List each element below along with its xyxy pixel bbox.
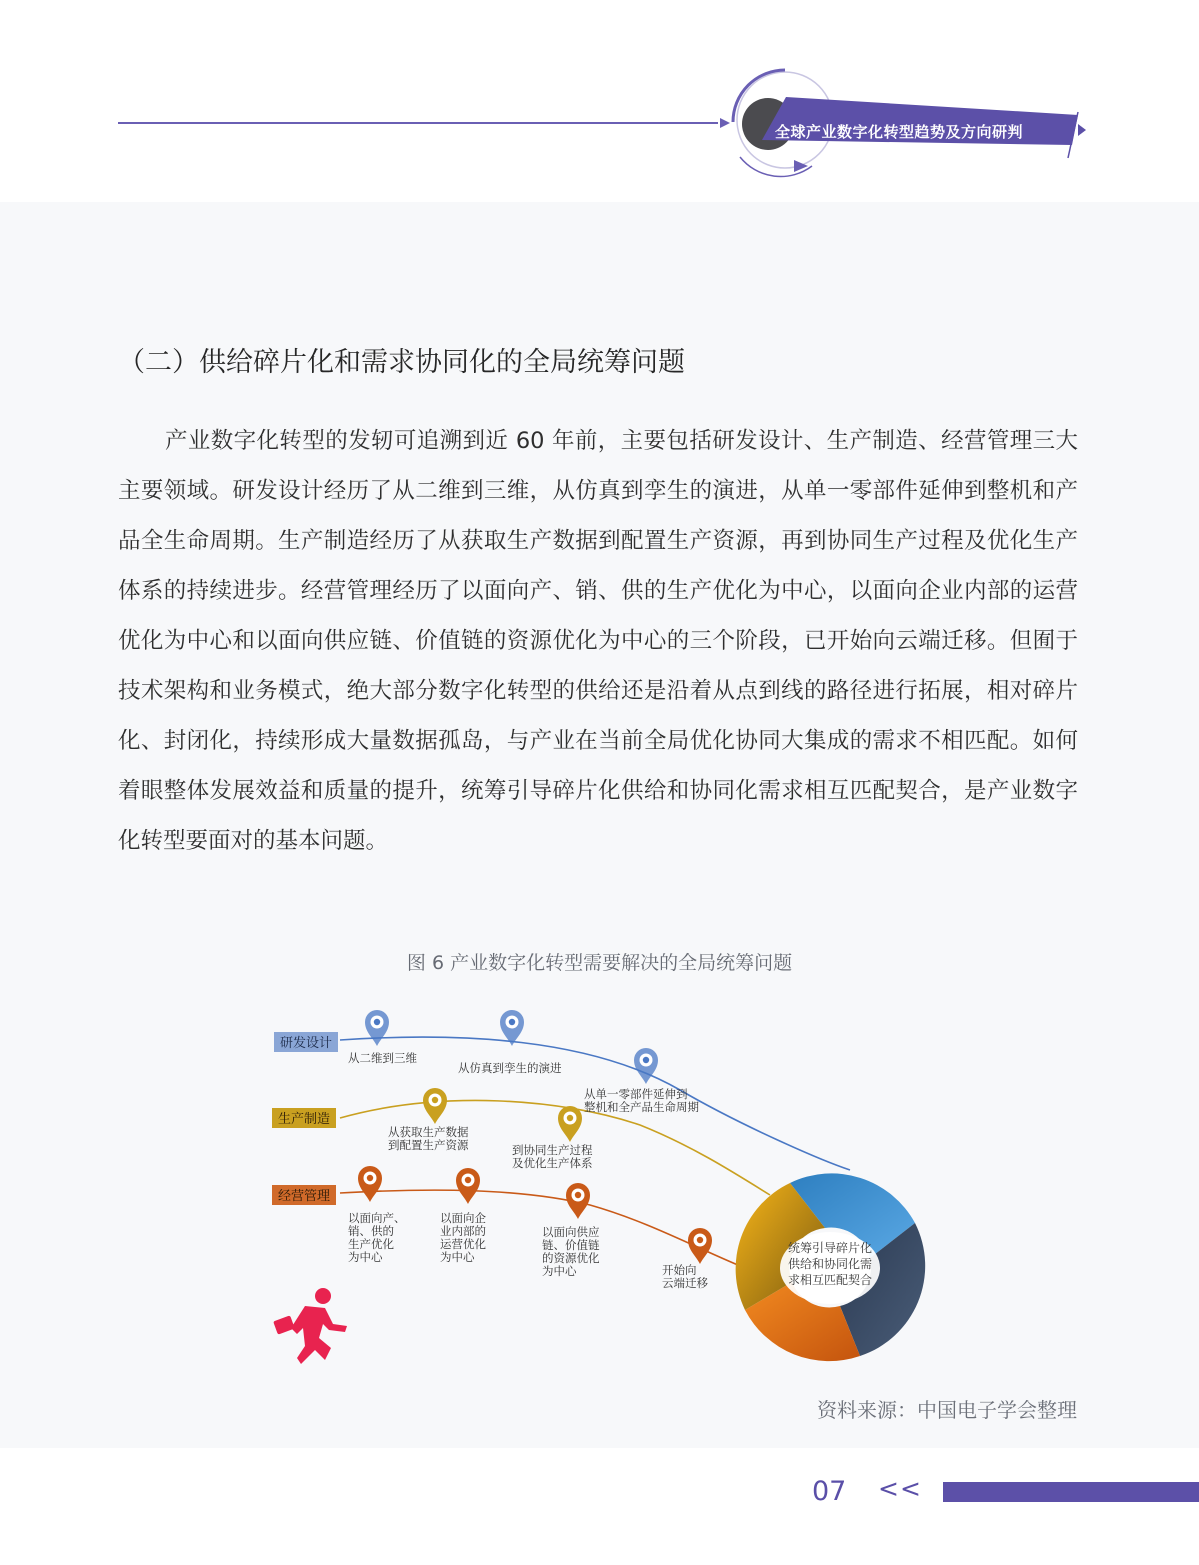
milestone-text: 生产优化 xyxy=(348,1237,394,1251)
header-title: 全球产业数字化转型趋势及方向研判 xyxy=(775,123,1024,141)
center-text-line-3: 求相互匹配契合 xyxy=(787,1273,873,1287)
track-label-2 xyxy=(272,1185,336,1205)
milestone-text: 为中心 xyxy=(440,1250,475,1264)
milestone-text: 运营优化 xyxy=(440,1237,486,1251)
milestone-text: 到配置生产资源 xyxy=(388,1138,469,1152)
map-pin-icon xyxy=(456,1168,480,1204)
milestone-text: 为中心 xyxy=(348,1250,383,1264)
map-pin-icon xyxy=(365,1010,389,1046)
map-pin-icon xyxy=(688,1228,712,1264)
header-rule xyxy=(118,122,718,124)
milestone-text: 从单一零部件延伸到 xyxy=(584,1087,688,1101)
milestone-text: 整机和全产品生命周期 xyxy=(584,1100,699,1114)
cycle-ring xyxy=(736,1173,926,1361)
milestone-text: 以面向企 xyxy=(440,1211,486,1225)
milestone-text: 业内部的 xyxy=(440,1224,486,1238)
body-paragraph: 产业数字化转型的发轫可追溯到近 60 年前，主要包括研发设计、生产制造、经营管理三大主要领域。研发设计经历了从二维到三维，从仿真到孪生的演进，从单一零部件延伸到整机和产品全生命周期。生产制造经历了从获取生产数据到配置生产资源，再到协同生产过程及优化生产体系的持续进步。经营管理经历了以面向产、销、供的生产优化为中心，以面向企业内部的运营优化为中心和以面向供应链、价值链的资源优化为中心的三个阶段，已开始向云端迁移。但囿于技术架构和业务模式，绝大部分数字化转型的供给还是沿着从点到线的路径进行拓展，相对碎片化、封闭化，持续形成大量数据孤岛，与产业在当前全局优化协同大集成的需求不相匹配。如何着眼整体发展效益和质量的提升，统筹引导碎片化供给和协同化需求相互匹配契合，是产业数字化转型要面对的基本问题。 xyxy=(118,428,1078,854)
milestone-text: 为中心 xyxy=(542,1264,577,1278)
map-pin-icon xyxy=(558,1106,582,1142)
milestone-text: 以面向供应 xyxy=(542,1225,600,1239)
footer-bar xyxy=(943,1482,1199,1502)
track-label-text: 生产制造 xyxy=(277,1112,331,1127)
running-person-icon xyxy=(273,1288,347,1364)
center-text-line-2: 供给和协同化需 xyxy=(787,1257,873,1271)
page-header xyxy=(0,0,1199,202)
milestone-text: 开始向 xyxy=(662,1263,697,1277)
milestone-text: 的资源优化 xyxy=(542,1251,600,1265)
milestone-text: 以面向产、 xyxy=(348,1211,406,1225)
milestone-text: 从二维到三维 xyxy=(348,1051,417,1065)
track-label-0 xyxy=(274,1032,338,1052)
track-label-text: 研发设计 xyxy=(279,1036,333,1051)
milestone-text: 云端迁移 xyxy=(662,1276,708,1290)
page-arrows: << xyxy=(878,1474,922,1503)
track-label-text: 经营管理 xyxy=(277,1189,331,1204)
milestone-text: 从仿真到孪生的演进 xyxy=(458,1061,562,1075)
figure-diagram xyxy=(260,1000,940,1370)
map-pin-icon xyxy=(634,1048,658,1084)
map-pin-icon xyxy=(358,1166,382,1202)
milestone-text: 链、价值链 xyxy=(542,1238,600,1252)
milestone-text: 从获取生产数据 xyxy=(388,1125,469,1139)
milestone-text: 到协同生产过程 xyxy=(512,1143,593,1157)
source-note: 资料来源：中国电子学会整理 xyxy=(817,1398,1077,1422)
figure-caption: 图 6 产业数字化转型需要解决的全局统筹问题 xyxy=(406,952,793,974)
map-pin-icon xyxy=(566,1183,590,1219)
milestone-text: 及优化生产体系 xyxy=(512,1156,593,1170)
center-text-line-1: 统筹引导碎片化 xyxy=(787,1241,873,1255)
track-label-1 xyxy=(272,1108,336,1128)
milestone-text: 销、供的 xyxy=(348,1224,394,1238)
map-pin-icon xyxy=(423,1088,447,1124)
section-title: （二）供给碎片化和需求协同化的全局统筹问题 xyxy=(118,347,685,378)
page-number: 07 xyxy=(812,1476,847,1507)
